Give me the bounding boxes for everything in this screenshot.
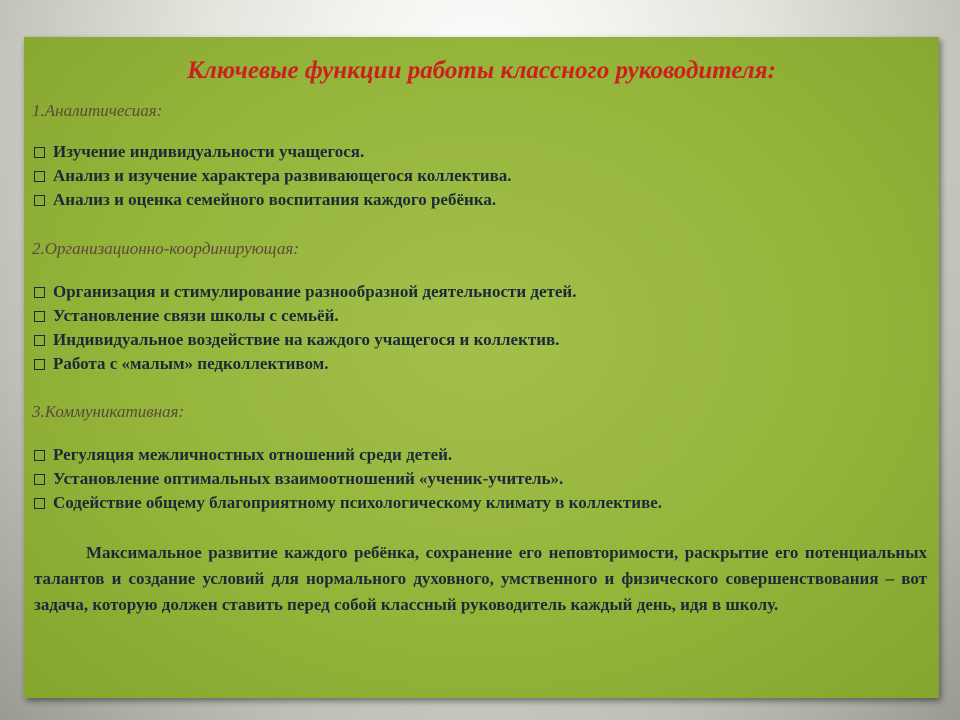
list-item [32,280,922,304]
section-heading: 3.Коммуникативная: [32,402,185,421]
list-item [32,491,922,515]
list-item-text: Анализ и изучение характера развивающегося коллектива. [53,166,512,185]
list-item-text: Установление оптимальных взаимоотношений «ученик-учитель». [53,469,564,488]
slide [24,37,939,698]
list-item-text: Индивидуальное воздействие на каждого учащегося и коллектив. [53,330,560,349]
list-item [32,164,922,188]
list-item [32,443,922,467]
item-list [32,443,922,515]
list-item [32,352,922,376]
section-heading: 1.Аналитичесиая: [32,101,163,120]
item-list [32,280,922,376]
slide-title: Ключевые функции работы классного руководителя: [187,57,776,84]
item-list [32,140,922,212]
checkbox-icon [34,171,45,182]
list-item-text: Содействие общему благоприятному психологическому климату в коллективе. [53,493,663,512]
list-item [32,328,922,352]
checkbox-icon [34,498,45,509]
list-item [32,140,922,164]
checkbox-icon [34,450,45,461]
checkbox-icon [34,195,45,206]
list-item-text: Работа с «малым» педколлективом. [53,354,329,373]
section-communicative [32,401,922,515]
list-item [32,467,922,491]
list-item [32,304,922,328]
section-heading: 2.Организационно-координирующая: [32,239,299,258]
list-item-text: Анализ и оценка семейного воспитания каждого ребёнка. [53,190,497,209]
list-item-text: Регуляция межличностных отношений среди детей. [53,445,453,464]
checkbox-icon [34,287,45,298]
checkbox-icon [34,474,45,485]
list-item-text: Установление связи школы с семьёй. [53,306,339,325]
checkbox-icon [34,359,45,370]
summary-paragraph: Максимальное развитие каждого ребёнка, сохранение его неповторимости, раскрытие его потенциальных талантов и создание условий для нормального духовного, умственного и физического совершенствования – вот задача, которую должен ставить перед собой классный руководитель каждый день, идя в школу. [34,543,927,614]
list-item [32,188,922,212]
section-organizational [32,238,922,376]
checkbox-icon [34,311,45,322]
list-item-text: Организация и стимулирование разнообразной деятельности детей. [53,282,577,301]
checkbox-icon [34,335,45,346]
section-analytical [32,100,922,212]
checkbox-icon [34,147,45,158]
list-item-text: Изучение индивидуальности учащегося. [53,142,365,161]
